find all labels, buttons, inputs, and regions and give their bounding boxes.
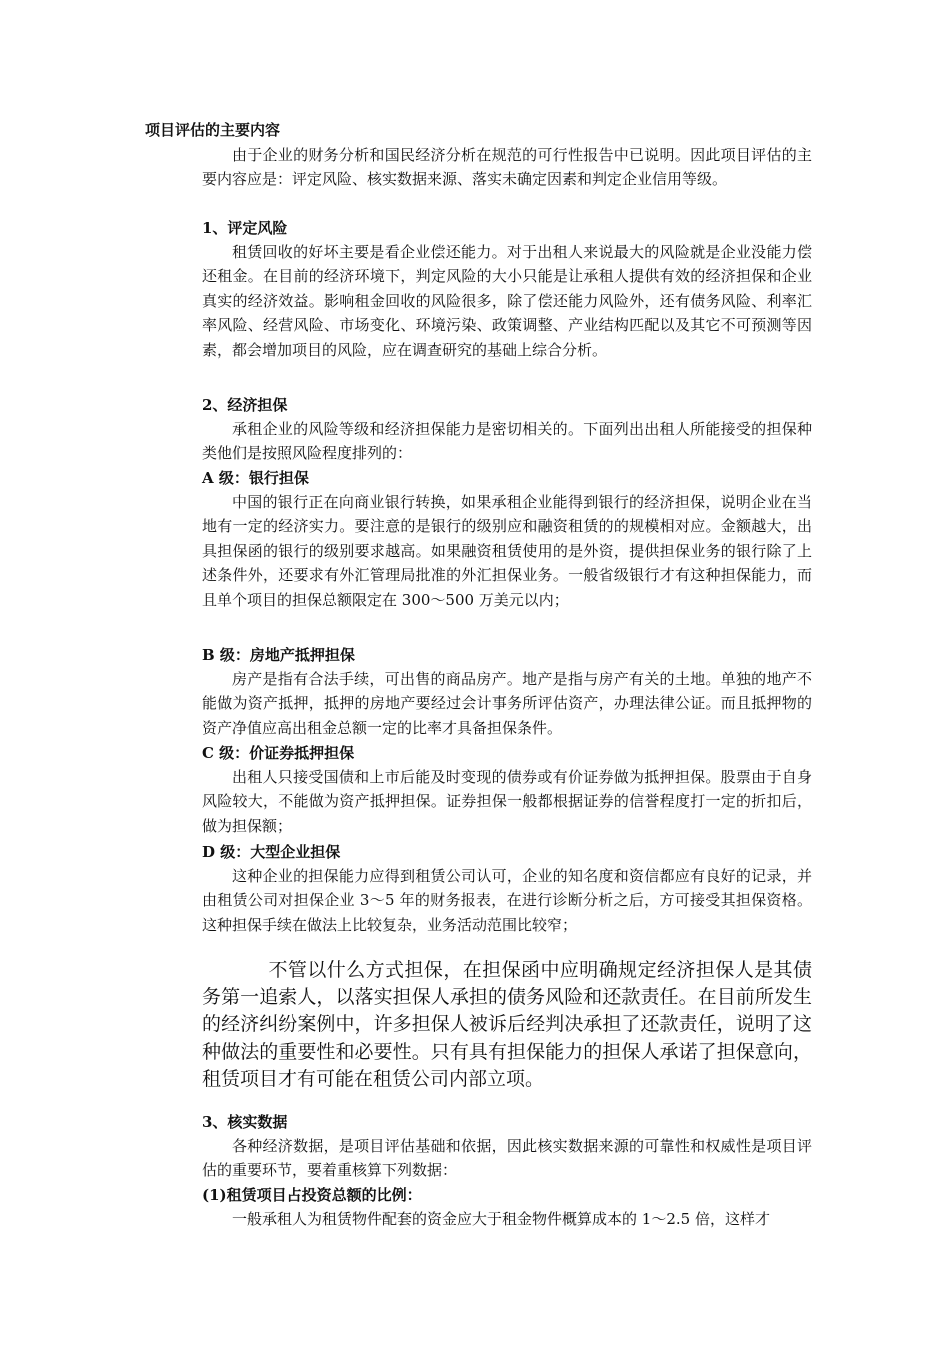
section2-paragraph: 承租企业的风险等级和经济担保能力是密切相关的。下面列出出租人所能接受的担保种类他们是按照风险程度排列的： (202, 420, 812, 463)
subsection1-paragraph: 一般承租人为租赁物件配套的资金应大于租金物件概算成本的 1～2.5 倍，这样才 (232, 1210, 770, 1228)
document-title: 项目评估的主要内容 (145, 121, 281, 139)
level-b-heading: B 级：房地产抵押担保 (202, 646, 355, 664)
level-c-paragraph: 出租人只接受国债和上市后能及时变现的债券或有价证券做为抵押担保。股票由于自身风险较大，不能做为资产抵押担保。证券担保一般都根据证券的信誉程度打一定的折扣后，做为担保额； (202, 768, 812, 835)
section3-heading: 3、核实数据 (202, 1113, 288, 1131)
intro-paragraph: 由于企业的财务分析和国民经济分析在规范的可行性报告中已说明。因此项目评估的主要内容应是：评定风险、核实数据来源、落实未确定因素和判定企业信用等级。 (202, 146, 812, 189)
section2-heading: 2、经济担保 (202, 396, 288, 414)
section1-paragraph: 租赁回收的好坏主要是看企业偿还能力。对于出租人来说最大的风险就是企业没能力偿还租金。在目前的经济环境下，判定风险的大小只能是让承租人提供有效的经济担保和企业真实的经济效益。影响租金回收的风险很多，除了偿还能力风险外，还有债务风险、利率汇率风险、经营风险、市场变化、环境污染、政策调整、产业结构匹配以及其它不可预测等因素，都会增加项目的风险，应在调查研究的基础上综合分析。 (202, 243, 812, 359)
level-d-heading: D 级：大型企业担保 (202, 843, 341, 861)
level-a-heading: A 级：银行担保 (202, 469, 309, 487)
level-b-paragraph: 房产是指有合法手续，可出售的商品房产。地产是指与房产有关的土地。单独的地产不能做为资产抵押，抵押的房地产要经过会计事务所评估资产，办理法律公证。而且抵押物的资产净值应高出租金总额一定的比率才具备担保条件。 (202, 670, 812, 737)
level-c-heading: C 级：价证券抵押担保 (202, 744, 355, 762)
guarantee-closing-paragraph: 不管以什么方式担保，在担保函中应明确规定经济担保人是其债务第一追索人，以落实担保人承担的债务风险和还款责任。在目前所发生的经济纠纷案例中，许多担保人被诉后经判决承担了还款责任，说明了这种做法的重要性和必要性。只有具有担保能力的担保人承诺了担保意向，租赁项目才有可能在租赁公司内部立项。 (202, 959, 812, 1090)
level-d-paragraph: 这种企业的担保能力应得到租赁公司认可，企业的知名度和资信都应有良好的记录，并由租赁公司对担保企业 3～5 年的财务报表，在进行诊断分析之后，方可接受其担保资格。这种担保手续在做法上比较复杂，业务活动范围比较窄； (202, 867, 812, 934)
section3-paragraph: 各种经济数据，是项目评估基础和依据，因此核实数据来源的可靠性和权威性是项目评估的重要环节，要着重核算下列数据： (202, 1137, 812, 1180)
section1-heading: 1、评定风险 (202, 219, 288, 237)
subsection1-heading: (1)租赁项目占投资总额的比例： (202, 1186, 422, 1204)
level-a-paragraph: 中国的银行正在向商业银行转换，如果承租企业能得到银行的经济担保，说明企业在当地有一定的经济实力。要注意的是银行的级别应和融资租赁的的规模相对应。金额越大，出具担保函的银行的级别要求越高。如果融资租赁使用的是外资，提供担保业务的银行除了上述条件外，还要求有外汇管理局批准的外汇担保业务。一般省级银行才有这种担保能力，而且单个项目的担保总额限定在 300～500 万美元以内； (202, 493, 812, 609)
